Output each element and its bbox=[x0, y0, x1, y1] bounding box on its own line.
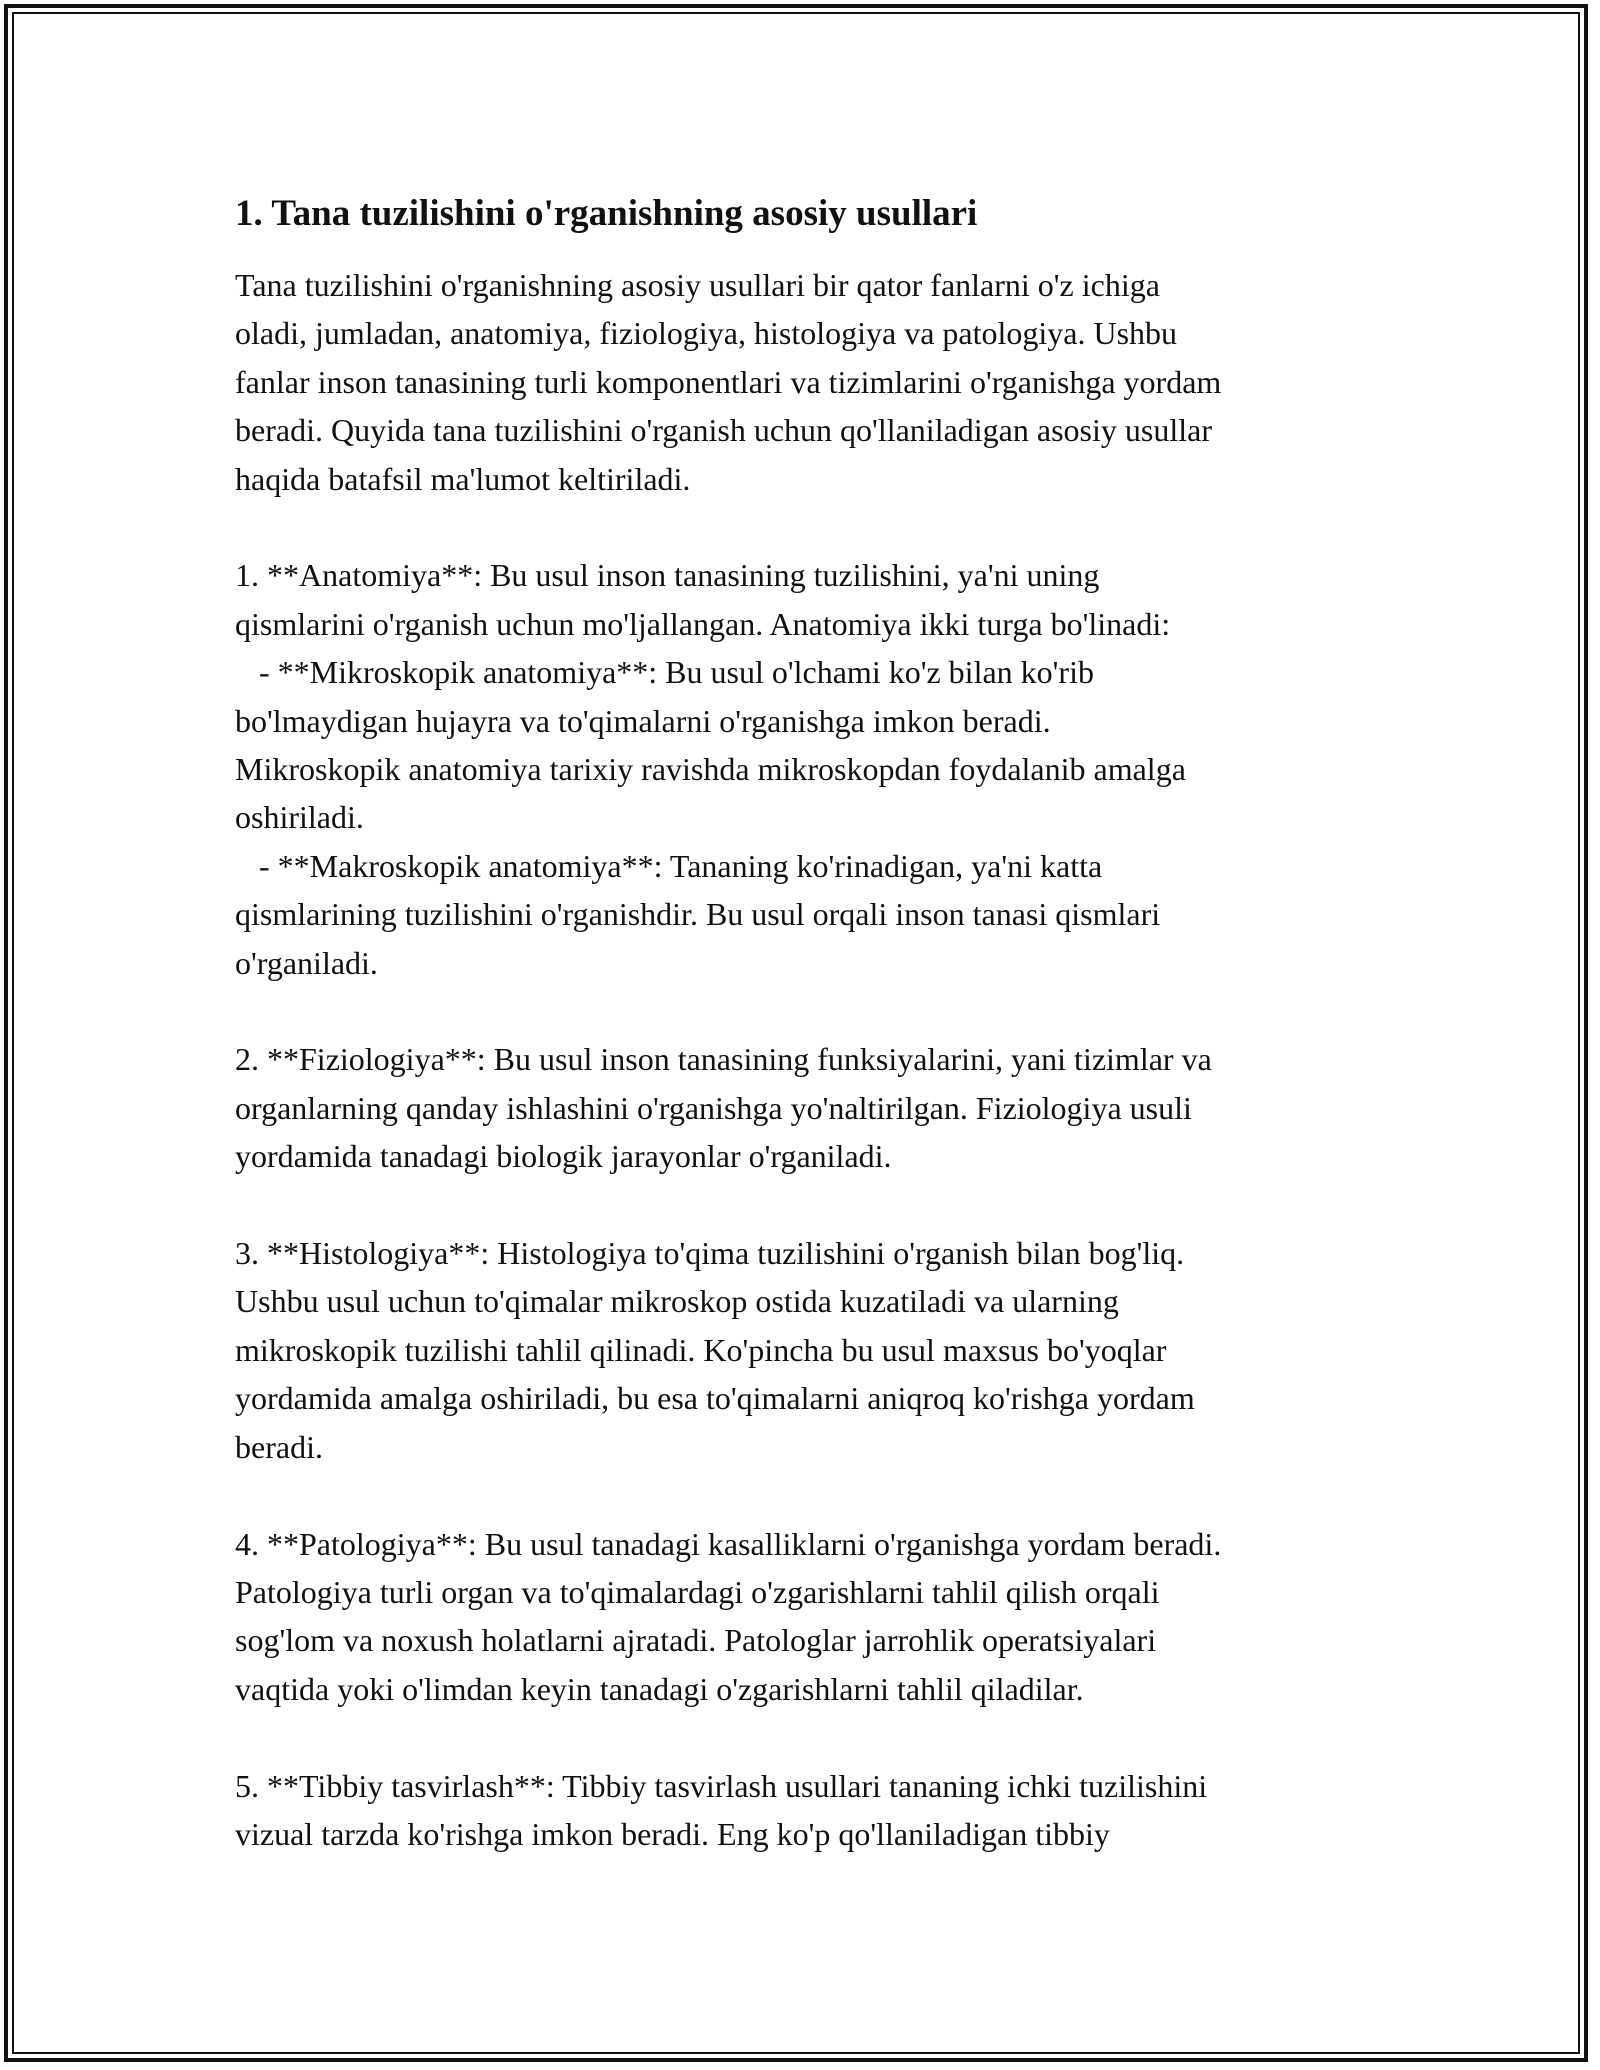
document-content bbox=[235, 190, 1375, 1858]
paragraph-gap bbox=[235, 503, 1375, 551]
paragraph-gap bbox=[235, 1713, 1375, 1761]
section-tibbiy-tasvirlash: 5. **Tibbiy tasvirlash**: Tibbiy tasvirlash usullari tananing ichki tuzilishini vizual tarzda ko'rishga imkon beradi. Eng ko'p qo'llaniladigan tibbiy bbox=[235, 1767, 1208, 1852]
section-fiziologiya: 2. **Fiziologiya**: Bu usul inson tanasining funksiyalarini, yani tizimlar va organlarning qanday ishlashini o'rganishga yo'naltirilgan. Fiziologiya usuli yordamida tanadagi biologik jarayonlar o'rganiladi. bbox=[235, 1041, 1212, 1175]
section-anatomiya: 1. **Anatomiya**: Bu usul inson tanasining tuzilishini, ya'ni uning qismlarini o'rganish uchun mo'ljallangan. Anatomiya ikki turga bo'linadi: - **Mikroskopik anatomiya**: Bu usul o'lchami ko'z bilan ko'rib bo'lmaydigan hujayra va to'qimalarni o'rganishga imkon beradi. Mikroskopik anatomiya tarixiy ravishda mikroskopdan foydalanib amalga oshiriladi. - **Makroskopik anatomiya**: Tananing ko'rinadigan, ya'ni katta qismlarining tuzilishini o'rganishdir. Bu usul orqali inson tanasi qismlari o'rganiladi. bbox=[235, 557, 1186, 981]
paragraph-gap bbox=[235, 1181, 1375, 1229]
paragraph-gap bbox=[235, 1471, 1375, 1519]
section-patologiya: 4. **Patologiya**: Bu usul tanadagi kasalliklarni o'rganishga yordam beradi. Patologiya turli organ va to'qimalardagi o'zgarishlarni tahlil qilish orqali sog'lom va noxush holatlarni ajratadi. Patologlar jarrohlik operatsiyalari vaqtida yoki o'limdan keyin tanadagi o'zgarishlarni tahlil qiladilar. bbox=[235, 1525, 1222, 1707]
page-title: 1. Tana tuzilishini o'rganishning asosiy usullari bbox=[235, 193, 978, 234]
document-body bbox=[235, 261, 1375, 1858]
intro-paragraph: Tana tuzilishini o'rganishning asosiy usullari bir qator fanlarni o'z ichiga oladi, jumladan, anatomiya, fiziologiya, histologiya va patologiya. Ushbu fanlar inson tanasining turli komponentlari va tizimlarini o'rganishga yordam beradi. Quyida tana tuzilishini o'rganish uchun qo'llaniladigan asosiy usullar haqida batafsil ma'lumot keltiriladi. bbox=[235, 267, 1222, 497]
section-histologiya: 3. **Histologiya**: Histologiya to'qima tuzilishini o'rganish bilan bog'liq. Ushbu usul uchun to'qimalar mikroskop ostida kuzatiladi va ularning mikroskopik tuzilishi tahlil qilinadi. Ko'pincha bu usul maxsus bo'yoqlar yordamida amalga oshiriladi, bu esa to'qimalarni aniqroq ko'rishga yordam beradi. bbox=[235, 1235, 1195, 1465]
paragraph-gap bbox=[235, 987, 1375, 1035]
